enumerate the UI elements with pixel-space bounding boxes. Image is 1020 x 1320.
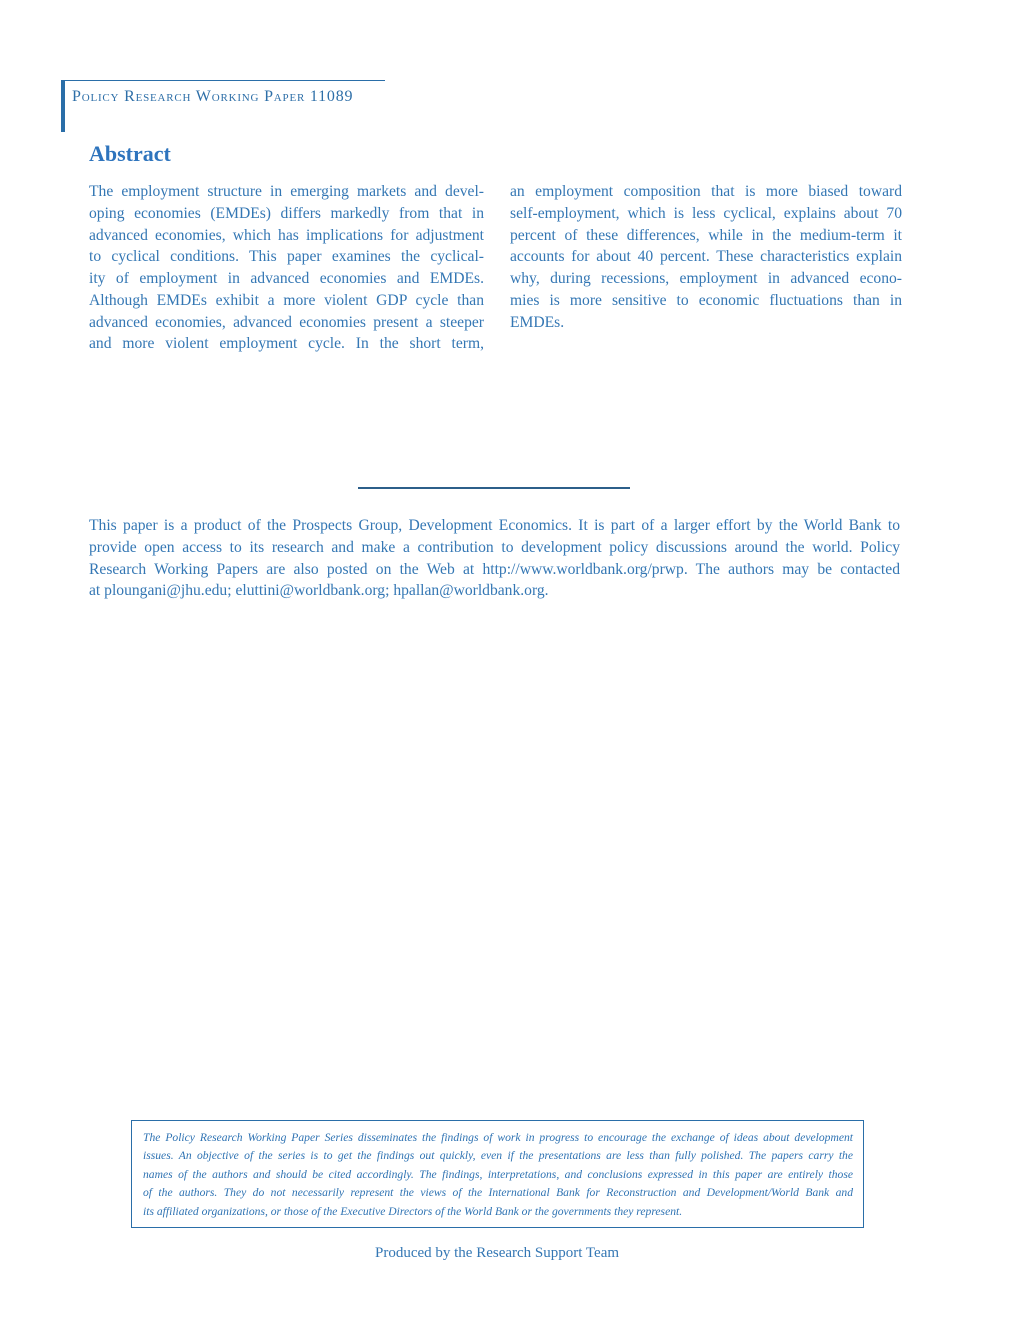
disclaimer-line: its affiliated organizations, or those of the Executive Directors of the World Bank or the governments they represent. <box>143 1204 683 1218</box>
abstract-line: ity of employment in advanced economies and EMDEs. <box>89 270 484 287</box>
abstract-line: EMDEs. <box>510 313 565 331</box>
abstract-line: Although EMDEs exhibit a more violent GDP cycle than <box>89 291 484 309</box>
abstract-line: why, during recessions, employment in advanced econo- <box>510 270 902 287</box>
disclaimer-box <box>131 1120 864 1228</box>
abstract-line: oping economies (EMDEs) differs markedly from that in <box>89 204 484 222</box>
header-accent-bar <box>61 80 65 132</box>
abstract-line: self-employment, which is less cyclical, explains about 70 <box>510 204 902 222</box>
abstract-line: accounts for about 40 percent. These characteristics explain <box>510 248 902 266</box>
abstract-line: The employment structure in emerging markets and devel- <box>89 183 484 200</box>
disclaimer-line: names of the authors and should be cited accordingly. The findings, interpretations, and conclusions expressed in this paper are entirely those <box>143 1167 853 1181</box>
product-note-line: Research Working Papers are also posted on the Web at http://www.worldbank.org/prwp. The authors may be contacted <box>89 560 900 578</box>
product-note-line: This paper is a product of the Prospects Group, Development Economics. It is part of a larger effort by the World Bank to <box>89 517 900 534</box>
abstract-line: and more violent employment cycle. In the short term, <box>89 335 484 353</box>
disclaimer-line: issues. An objective of the series is to get the findings out quickly, even if the presentations are less than fully polished. The papers carry the <box>143 1149 853 1163</box>
abstract-line: advanced economies, advanced economies present a steeper <box>89 313 484 331</box>
abstract-line: an employment composition that is more biased toward <box>510 183 902 200</box>
product-note-line: at ploungani@jhu.edu; eluttini@worldbank.org; hpallan@worldbank.org. <box>89 582 549 600</box>
product-note-line: provide open access to its research and make a contribution to development policy discussions around the world. Policy <box>89 538 900 556</box>
abstract-line: advanced economies, which has implications for adjustment <box>89 226 484 244</box>
disclaimer-line: The Policy Research Working Paper Series disseminates the findings of work in progress to encourage the exchange of ideas about development <box>143 1131 853 1144</box>
header-rule <box>61 80 385 81</box>
abstract-column-left <box>89 181 484 355</box>
section-divider <box>358 487 630 489</box>
abstract-heading: Abstract <box>89 141 171 166</box>
abstract-line: percent of these differences, while in the medium-term it <box>510 226 902 244</box>
disclaimer-line: of the authors. They do not necessarily represent the views of the International Bank for Reconstruction and Development/World Bank and <box>143 1186 853 1200</box>
series-title: Policy Research Working Paper 11089 <box>72 88 354 105</box>
product-note <box>89 515 900 602</box>
series-header <box>61 80 385 132</box>
abstract-column-right <box>510 181 902 333</box>
abstract-line: mies is more sensitive to economic fluctuations than in <box>510 291 902 309</box>
produced-by: Produced by the Research Support Team <box>374 1245 620 1261</box>
abstract-line: to cyclical conditions. This paper examines the cyclical- <box>89 248 484 266</box>
